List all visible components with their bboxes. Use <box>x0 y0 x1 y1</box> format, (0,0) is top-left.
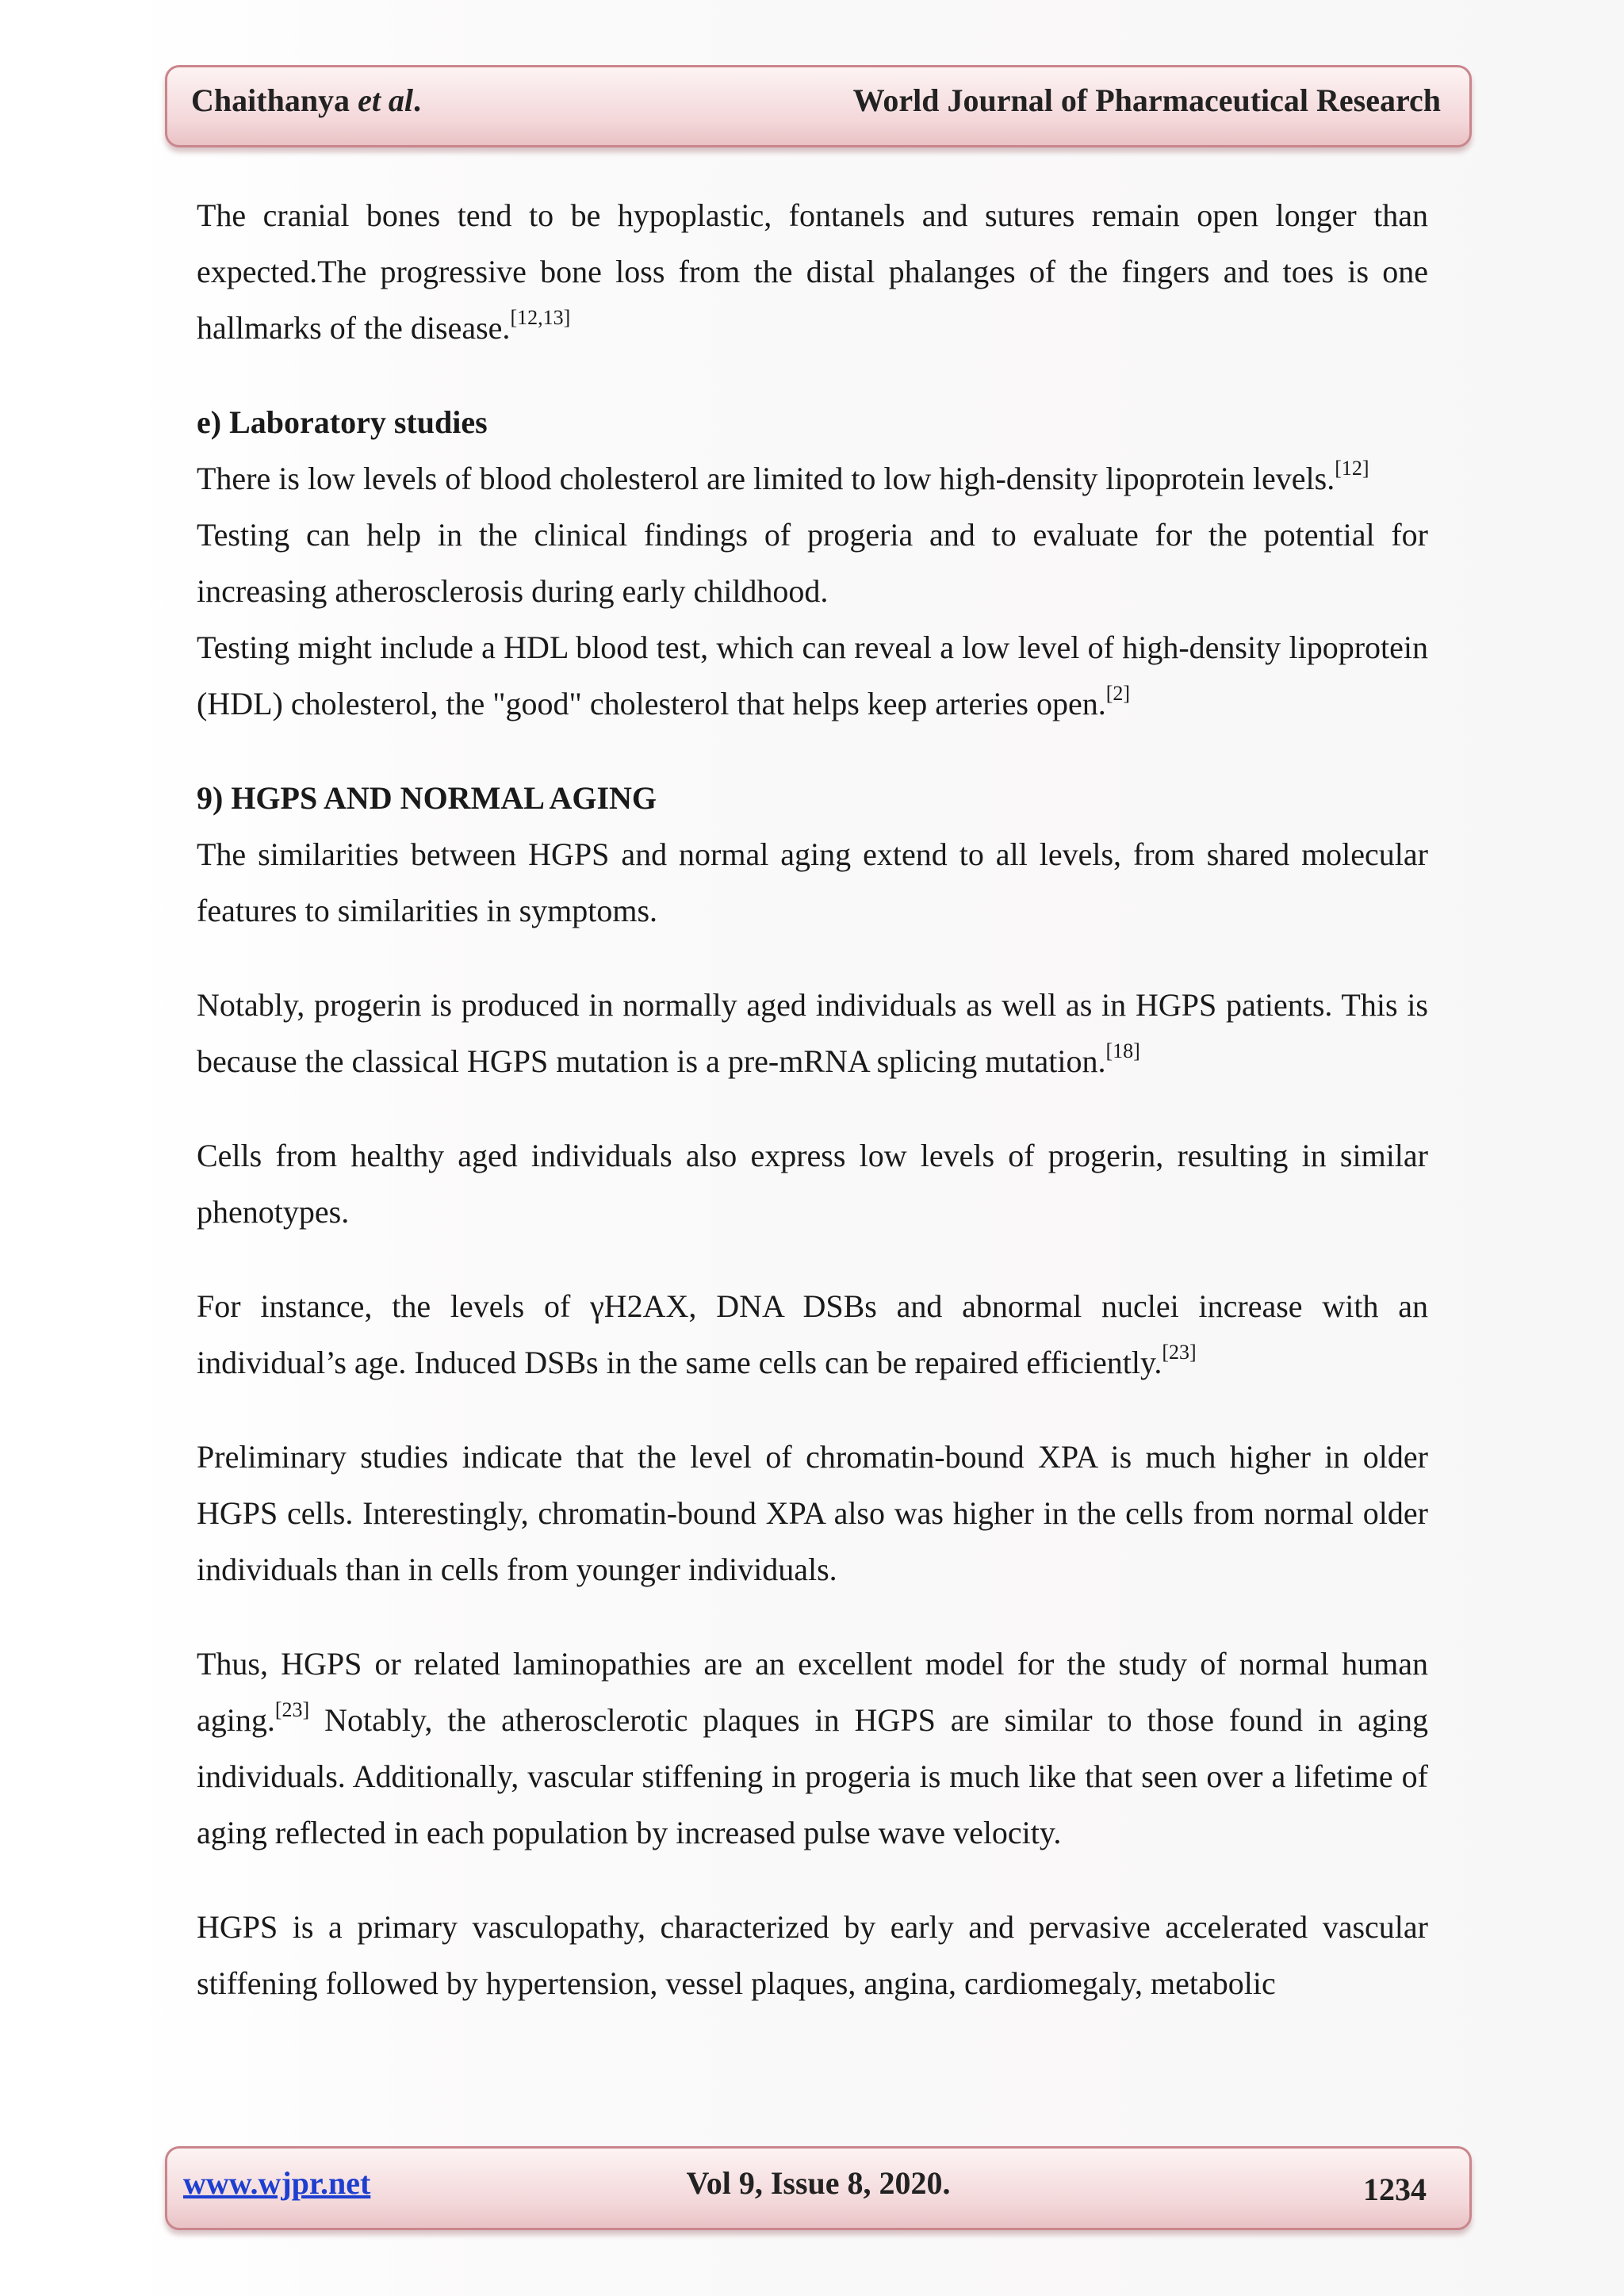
citation: [23] <box>274 1697 310 1721</box>
paragraph-laminopathies <box>197 1636 1428 1861</box>
author-et-al: et al <box>358 82 414 118</box>
section-heading-laboratory-studies: e) Laboratory studies <box>197 404 488 440</box>
paragraph-text: Testing might include a HDL blood test, which can reveal a low level of high-density lipoprotein (HDL) cholesterol, the "good" cholesterol that helps keep arteries open. <box>197 629 1428 721</box>
paragraph-similarities: The similarities between HGPS and normal aging extend to all levels, from shared molecular features to similarities in symptoms. <box>197 836 1428 928</box>
paragraph-xpa: Preliminary studies indicate that the level of chromatin-bound XPA is much higher in older HGPS cells. Interestingly, chromatin-bound XPA also was higher in the cells from normal older individuals than in cells from younger individuals. <box>197 1439 1428 1587</box>
paragraph-text: For instance, the levels of γH2AX, DNA DSBs and abnormal nuclei increase with an individual’s age. Induced DSBs in the same cells can be repaired efficiently. <box>197 1288 1428 1380</box>
paragraph-healthy-cells: Cells from healthy aged individuals also express low levels of progerin, resulting in similar phenotypes. <box>197 1138 1428 1230</box>
page-number: 1234 <box>1363 2172 1427 2207</box>
citation: [12] <box>1335 456 1369 480</box>
citation: [2] <box>1105 681 1131 705</box>
running-footer <box>165 2146 1472 2230</box>
paragraph-text: Thus, HGPS or related laminopathies are an excellent model for the study of normal human aging. <box>197 1646 1428 1738</box>
paragraph-text: The cranial bones tend to be hypoplastic, fontanels and sutures remain open longer than expected.The progressive bone loss from the distal phalanges of the fingers and toes is one hallmarks of the disease. <box>197 197 1428 346</box>
paragraph-cholesterol <box>197 450 1428 507</box>
volume-issue: Vol 9, Issue 8, 2020. <box>686 2165 951 2201</box>
paragraph-testing: Testing can help in the clinical findings of progeria and to evaluate for the potential for increasing atherosclerosis during early childhood. <box>197 517 1428 609</box>
header-author <box>191 82 421 119</box>
paragraph-progerin <box>197 977 1428 1089</box>
paragraph-hdl-test <box>197 619 1428 732</box>
article-body <box>197 187 1428 2049</box>
paragraph-vasculopathy: HGPS is a primary vasculopathy, characterized by early and pervasive accelerated vascular stiffening followed by hypertension, vessel plaques, angina, cardiomegaly, metabolic <box>197 1909 1428 2001</box>
author-name: Chaithanya <box>191 82 350 118</box>
paragraph-text: Notably, progerin is produced in normally aged individuals as well as in HGPS patients. This is because the classical HGPS mutation is a pre-mRNA splicing mutation. <box>197 987 1428 1079</box>
citation: [18] <box>1105 1039 1140 1062</box>
journal-title: World Journal of Pharmaceutical Research <box>852 82 1441 118</box>
paragraph-cranial-bones <box>197 187 1428 356</box>
paragraph-text: There is low levels of blood cholesterol are limited to low high-density lipoprotein levels. <box>197 461 1335 496</box>
paragraph-text: Notably, the atherosclerotic plaques in HGPS are similar to those found in aging individuals. Additionally, vascular stiffening in progeria is much like that seen over a lifetime of aging reflected in each population by increased pulse wave velocity. <box>197 1702 1428 1850</box>
citation: [23] <box>1162 1340 1197 1364</box>
author-period: . <box>413 82 422 118</box>
running-header <box>165 65 1472 147</box>
citation: [12,13] <box>510 305 571 329</box>
paragraph-h2ax <box>197 1278 1428 1391</box>
journal-website-link[interactable]: www.wjpr.net <box>183 2165 371 2201</box>
section-heading-hgps-normal-aging: 9) HGPS AND NORMAL AGING <box>197 780 657 816</box>
